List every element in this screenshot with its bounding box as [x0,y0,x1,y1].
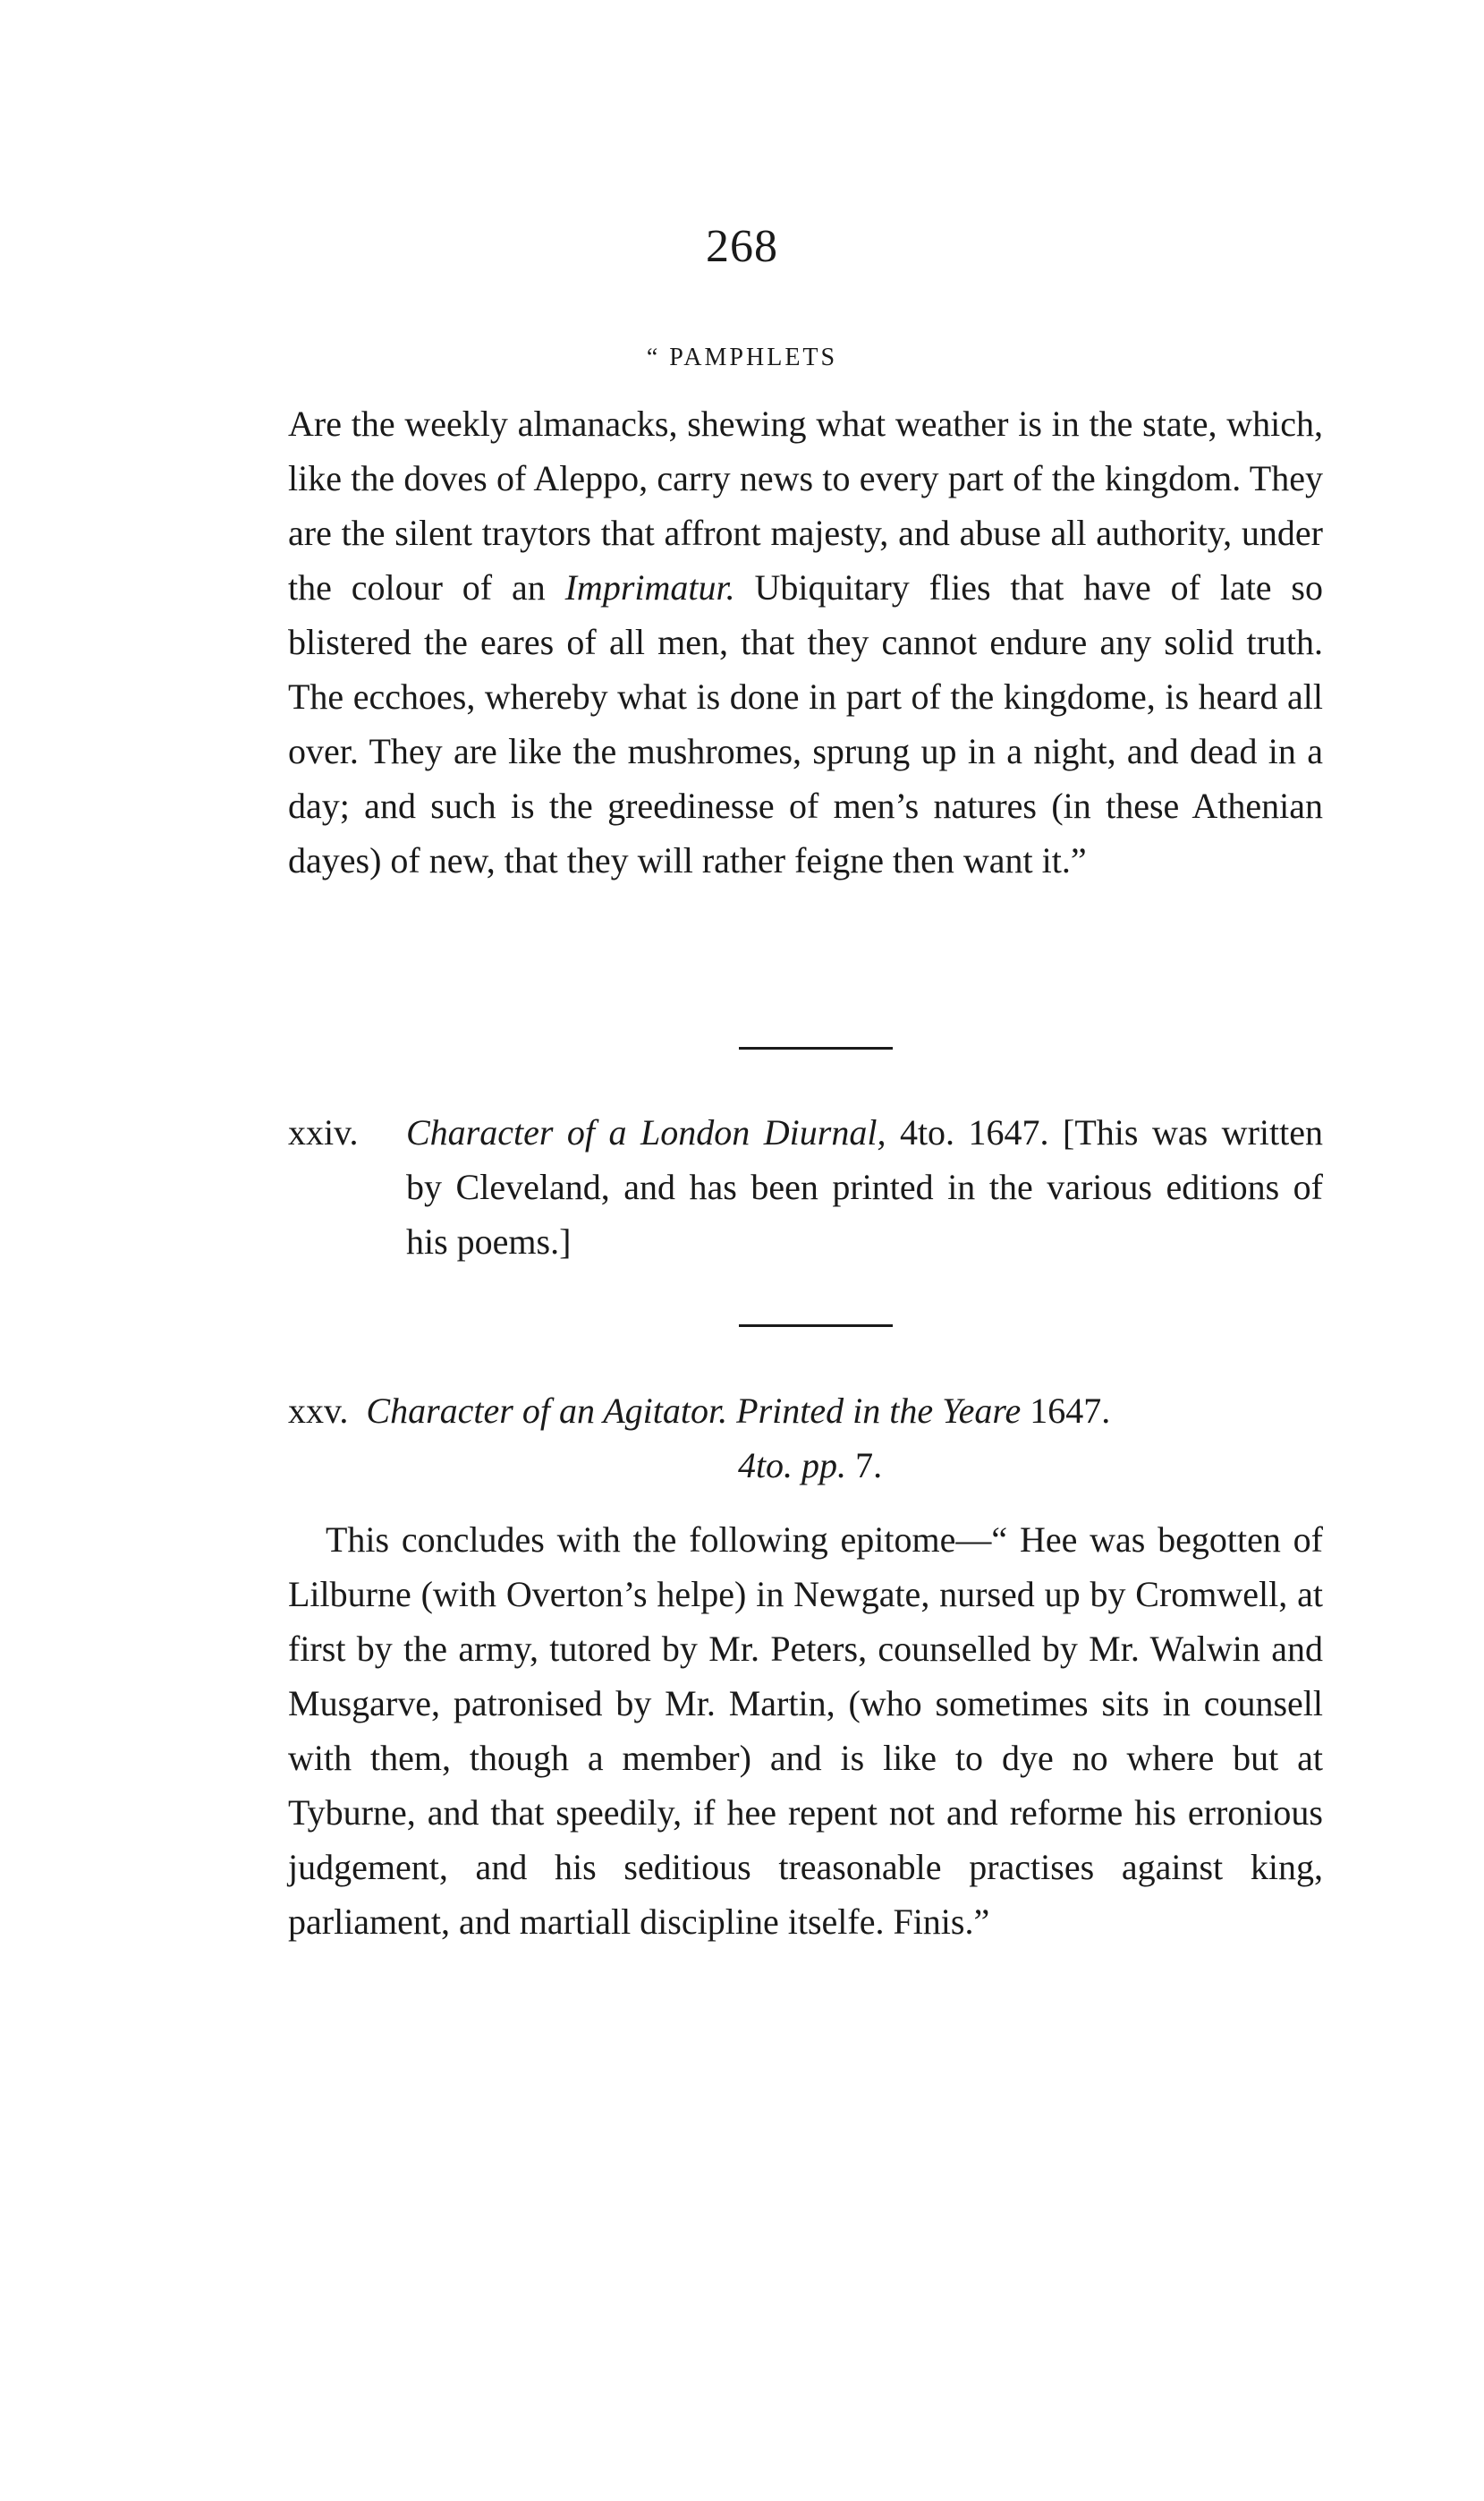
entry-format-line [288,1438,1323,1493]
section-divider [739,1047,893,1050]
pamphlets-quote-paragraph [288,396,1323,888]
page-number: 268 [706,221,778,272]
running-heading: “ PAMPHLETS [646,344,838,371]
section-divider [739,1324,893,1327]
entry-format: 4to. pp. [737,1445,847,1485]
entry-numeral: xxv. [288,1391,349,1431]
entry-title-line [288,1383,1323,1438]
entry-numeral: xxiv. [288,1112,359,1153]
epitome-paragraph: This concludes with the following epitome—“ Hee was begotten of Lilburne (with Overton’s helpe) in Newgate, nursed up by Cromwell, at first by the army, tutored by Mr. Peters, counselled by Mr. Walwin and Musgarve, patronised by Mr. Martin, (who sometimes sits in counsell with them, though a member) and is like to dye no where but at Tyburne, and that speedily, if hee repent not and reforme his erronious judgement, and his seditious treasonable practises against king, parliament, and martiall discipline itselfe. Finis.” [288,1519,1323,1942]
quote-italic-term: Imprimatur. [564,567,735,608]
quote-text-end: Ubiquitary flies that have of late so blistered the eares of all men, that they cannot endure any solid truth. The ecchoes, whereby what is done in part of the kingdome, is heard all over. They are like the mushromes, sprung up in a night, and dead in a day; and such is the greedinesse of men’s natures (in these Athenian dayes) of new, that they will rather feigne then want it.” [288,567,1323,880]
quote-text-start: Are the weekly almanacks, shewing what weather is in the state, which, like the doves of Aleppo, carry news to every part of the kingdom. They are the silent traytors that affront majesty, and abuse all authority, under the colour of an [288,404,1323,608]
entry-title: Character of a London Diurnal, [406,1112,886,1153]
entry-xxv [288,1383,1323,1493]
entry-text [406,1105,1323,1269]
entry-title: Character of an Agitator. Printed in the Yeare [366,1391,1022,1431]
entry-xxiv [288,1105,1323,1269]
entry-year: 1647. [1021,1391,1111,1431]
entry-description: 4to. 1647. [This was written by Cleveland, and has been printed in the various editions of his poems.] [406,1112,1323,1262]
entry-pages: 7. [846,1445,883,1485]
